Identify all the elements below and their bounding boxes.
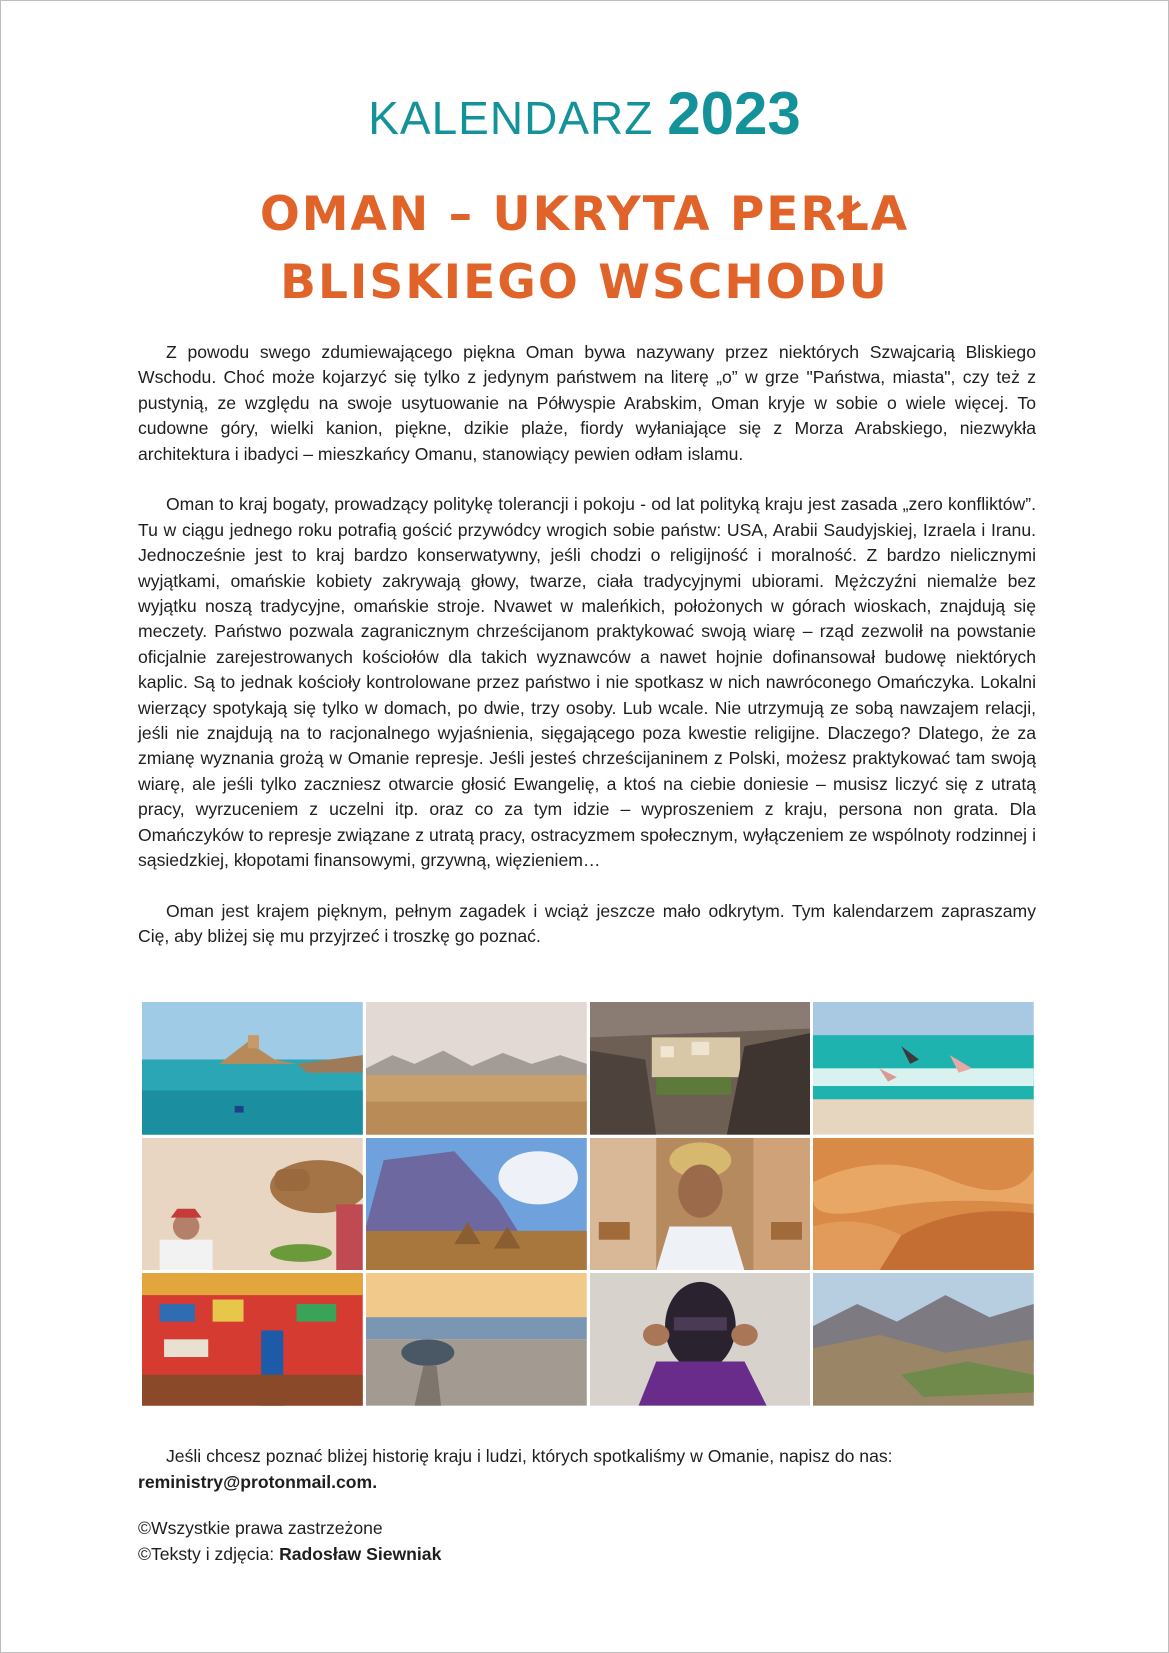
photo-grid	[142, 1002, 1034, 1406]
contact-text: Jeśli chcesz poznać bliżej historię kraju i ludzi, których spotkaliśmy w Omanie, napisz do nas:	[166, 1446, 893, 1466]
photo-desert-plain	[366, 1002, 587, 1135]
photo-man-with-camel	[142, 1138, 363, 1271]
contact-email[interactable]: reministry@protonmail.com.	[138, 1472, 378, 1492]
paragraph-3: Oman jest krajem pięknym, pełnym zagadek i wciąż jeszcze mało odkrytym. Tym kalendarzem zapraszamy Cię, aby bliżej się mu przyjrzeć i troszkę go poznać.	[138, 900, 1036, 947]
title-line-2: BLISKIEGO WSCHODU	[280, 255, 889, 310]
page-title	[1, 181, 1168, 317]
rights-text: ©Wszystkie prawa zastrzeżone	[138, 1518, 383, 1538]
photo-mountain-valley	[813, 1273, 1034, 1406]
photo-mountain-tombs	[366, 1138, 587, 1271]
photo-portrait-man	[590, 1138, 811, 1271]
paragraph-1: Z powodu swego zdumiewającego piękna Oman bywa nazywany przez niektórych Szwajcarią Bliskiego Wschodu. Choć może kojarzyć się tylko z jedynym państwem na literę „o” w grze "Państwa, miasta", czy też z pustynią, ze względu na swoje usytuowanie na Półwyspie Arabskim, Oman kryje w sobie o wiele więcej. To cudowne góry, wielki kanion, piękne, dzikie plaże, fiordy wyłaniające się z Morza Arabskiego, niezwykła architektura i ibadyci – mieszkańcy Omanu, stanowiący pewien odłam islamu.	[138, 342, 1036, 464]
photo-mountain-village	[590, 1002, 811, 1135]
calendar-word: KALENDARZ	[368, 92, 654, 144]
credits-line	[138, 1541, 1038, 1567]
calendar-year: 2023	[667, 80, 801, 147]
title-line-1: OMAN – UKRYTA PERŁA	[259, 187, 910, 242]
photo-flamingos-beach	[813, 1002, 1034, 1135]
calendar-header	[1, 79, 1168, 148]
footer	[138, 1515, 1038, 1567]
photo-coastal-fort	[142, 1002, 363, 1135]
credits-prefix: ©Teksty i zdjęcia:	[138, 1544, 280, 1564]
contact-section	[138, 1443, 1038, 1495]
photo-turtle-beach	[366, 1273, 587, 1406]
photo-sand-dunes	[813, 1138, 1034, 1271]
intro-text	[138, 340, 1036, 975]
photo-veiled-woman	[590, 1273, 811, 1406]
paragraph-2: Oman to kraj bogaty, prowadzący politykę tolerancji i pokoju - od lat polityką kraju jest zasada „zero konfliktów”. Tu w ciągu jednego roku potrafią gościć przywódcy wrogich sobie państw: USA, Arabii Saudyjskiej, Izraela i Iranu. Jednocześnie jest to kraj bardzo konserwatywny, jeśli chodzi o religijność i moralność. Z bardzo nielicznymi wyjątkami, omańskie kobiety zakrywają głowy, twarze, ciała tradycyjnymi ubiorami. Mężczyźni niemalże bez wyjątku noszą tradycyjne, omańskie stroje. Nvawet w maleńkich, położonych w górach wioskach, znajdują się meczety. Państwo pozwala zagranicznym chrześcijanom praktykować swoją wiarę – rząd zezwolił na powstanie oficjalnie zarejestrowanych kościołów dla takich wyznawców a nawet hojnie dofinansował budowę niektórych kaplic. Są to jednak kościoły kontrolowane przez państwo i nie spotkasz w nich nawróconego Omańczyka. Lokalni wierzący spotykają się tylko w domach, po dwie, trzy osoby. Lub wcale. Nie utrzymują ze sobą nawzajem relacji, jeśli nie znajdują na to racjonalnego wyjaśnienia, sięgającego poza kwestie religijne. Dlaczego? Dlatego, że za zmianę wyznania grożą w Omanie represje. Jeśli jesteś chrześcijaninem z Polski, możesz praktykować tam swoją wiarę, ale jeśli tylko zaczniesz otwarcie głosić Ewangelię, a ktoś na ciebie doniesie – musisz liczyć się z utratą pracy, wyrzuceniem z uczelni itp. oraz co za tym idzie – wyproszeniem z kraju, persona non grata. Dla Omańczyków to represje związane z utratą pracy, ostracyzmem społecznym, wyłączeniem ze wspólnoty rodzinnej i sąsiedzkiej, kłopotami finansowymi, grzywną, więzieniem…	[138, 494, 1036, 871]
photo-souq-market	[142, 1273, 363, 1406]
author-name: Radosław Siewniak	[279, 1544, 442, 1564]
